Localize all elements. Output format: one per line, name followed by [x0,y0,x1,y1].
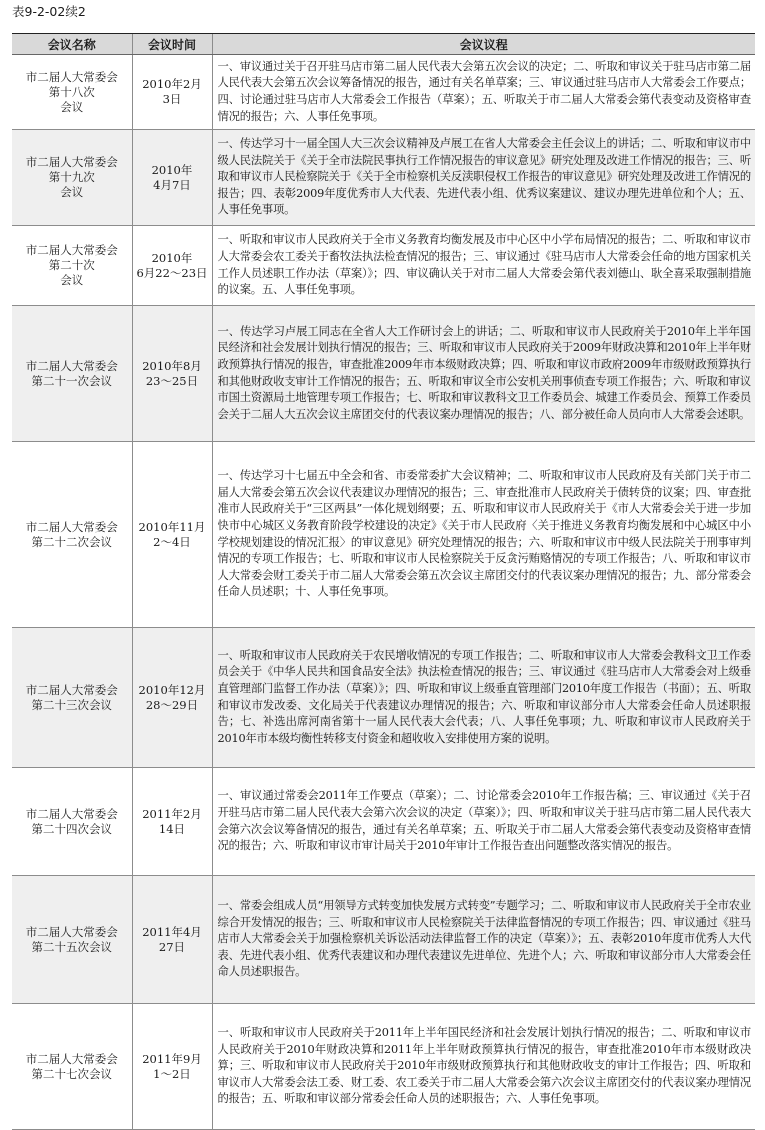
meeting-time-cell: 2010年11月 2～4日 [132,442,212,628]
table-caption: 表9-2-02续2 [12,4,86,19]
table-row [12,768,755,876]
meeting-name-cell: 市二届人大常委会 第二十次 会议 [12,226,132,306]
table-row [12,55,755,130]
meeting-agenda-cell: 一、听取和审议市人民政府关于全市义务教育均衡发展及市中心区中小学布局情况的报告；二、听取和审议市人大常委会农工委关于畜牧法执法检查情况的报告；三、审议通过《驻马店市人大常委会任命的地方国家机关工作人员述职工作办法（草案）》；四、审议确认关于对市二届人大常委会第代表刘德山、耿全喜采取强制措施的议案。五、人事任免事项。 [212,226,755,306]
header-meeting-name: 会议名称 [12,34,132,55]
meeting-name-cell: 市二届人大常委会 第二十四次会议 [12,768,132,876]
table-row [12,306,755,442]
meeting-agenda-cell: 一、常委会组成人员“用领导方式转变加快发展方式转变”专题学习；二、听取和审议市人民政府关于全市农业综合开发情况的报告；三、听取和审议市人民检察院关于法律监督情况的专项工作报告；四、审议通过《驻马店市人大常委会关于加强检察机关诉讼活动法律监督工作的决定（草案）》；五、表彰2010年度市优秀人大代表、先进代表小组、优秀代表建议和办理代表建议先进单位、先进个人；六、听取和审议部分市人大常委会任命人员述职报告。 [212,876,755,1004]
meeting-time-cell: 2010年 4月7日 [132,130,212,226]
header-meeting-agenda: 会议议程 [212,34,755,55]
table-row [12,876,755,1004]
table-row [12,442,755,628]
meeting-time-cell: 2011年4月 27日 [132,876,212,1004]
meeting-name-cell: 市二届人大常委会 第十九次 会议 [12,130,132,226]
meeting-name-cell: 市二届人大常委会 第二十三次会议 [12,628,132,768]
meeting-name-cell: 市二届人大常委会 第二十七次会议 [12,1004,132,1130]
meeting-agenda-cell: 一、传达学习十一届全国人大三次会议精神及卢展工在省人大常委会主任会议上的讲话；二、听取和审议市中级人民法院关于《关于全市法院民事执行工作情况报告的审议意见》研究处理及改进工作情况的报告；三、听取和审议市人民检察院关于《关于全市检察机关反渎职侵权工作报告的审议意见》研究处理及改进工作情况的报告；四、表彰2009年度优秀市人大代表、先进代表小组、优秀议案建议、建议办理先进单位和个人；五、人事任免事项。 [212,130,755,226]
meeting-agenda-cell: 一、听取和审议市人民政府关于农民增收情况的专项工作报告；二、听取和审议市人大常委会教科文卫工作委员会关于《中华人民共和国食品安全法》执法检查情况的报告；三、审议通过《驻马店市人大常委会对上级垂直管理部门监督工作办法（草案）》；四、听取和审议上级垂直管理部门2010年度工作报告（书面）；五、听取和审议市发改委、文化局关于代表建议办理情况的报告；六、听取和审议部分市人大常委会任命人员述职报告；七、补选出席河南省第十一届人民代表大会代表；八、人事任免事项；九、听取和审议市人民政府关于2010年市本级均衡性转移支付资金和超收收入安排使用方案的说明。 [212,628,755,768]
meeting-agenda-cell: 一、审议通过关于召开驻马店市第二届人民代表大会第五次会议的决定；二、听取和审议关于驻马店市第二届人民代表大会第五次会议筹备情况的报告，通过有关名单草案；三、审议通过驻马店市人大常委会工作要点；四、讨论通过驻马店市人大常委会工作报告（草案）；五、听取关于市二届人大常委会第代表变动及资格审查情况的报告；六、人事任免事项。 [212,55,755,130]
table-header-row [12,34,755,55]
meeting-agenda-cell: 一、听取和审议市人民政府关于2011年上半年国民经济和社会发展计划执行情况的报告；二、听取和审议市人民政府关于2010年财政决算和2011年上半年财政预算执行情况的报告，审查批准2010年市本级财政决算；三、听取和审议市人民政府关于2010年市级财政预算执行和其他财政收支的审计工作报告；四、听取和审议市人大常委会法工委、财工委、农工委关于市二届人大常委会第六次会议主席团交付的代表议案办理情况的报告；五、听取和审议部分常委会任命人员的述职报告；六、人事任免事项。 [212,1004,755,1130]
meeting-time-cell: 2010年 6月22～23日 [132,226,212,306]
table-row [12,130,755,226]
table-row [12,1004,755,1130]
meeting-agenda-cell: 一、传达学习十七届五中全会和省、市委常委扩大会议精神；二、听取和审议市人民政府及有关部门关于市二届人大常委会第五次会议代表建议办理情况的报告；三、审查批准市人民政府关于债转贷的议案；四、审查批准市人民政府关于“三区两县”一体化规划纲要；五、听取和审议市人民政府关于《市人大常委会关于进一步加快市中心城区义务教育阶段学校建设的决定》《关于市人民政府〈关于推进义务教育均衡发展和中心城区中小学校规划建设的情况汇报〉的审议意见》研究处理情况的报告；六、听取和审议市中级人民法院关于刑事审判情况的专项工作报告；七、听取和审议市人民检察院关于反贪污贿赂情况的专项工作报告；八、听取和审议市人大常委会财工委关于市二届人大常委会第五次会议主席团交付的代表议案办理情况的报告；九、部分常委会任命人员述职；十、人事任免事项。 [212,442,755,628]
meeting-agenda-cell: 一、审议通过常委会2011年工作要点（草案）；二、讨论常委会2010年工作报告稿；三、审议通过《关于召开驻马店市第二届人民代表大会第六次会议的决定（草案）》；四、听取和审议关于驻马店市第二届人民代表大会第六次会议筹备情况的报告，通过有关名单草案；五、听取关于市二届人大常委会第代表变动及资格审查情况的报告；六、听取和审议市审计局关于2010年审计工作报告查出问题整改落实情况的报告。 [212,768,755,876]
table-row [12,628,755,768]
header-meeting-time: 会议时间 [132,34,212,55]
meeting-time-cell: 2010年8月 23～25日 [132,306,212,442]
meetings-table [12,33,755,1130]
meeting-time-cell: 2011年9月 1～2日 [132,1004,212,1130]
table-row [12,226,755,306]
meeting-name-cell: 市二届人大常委会 第十八次 会议 [12,55,132,130]
meeting-time-cell: 2011年2月 14日 [132,768,212,876]
meeting-time-cell: 2010年2月 3日 [132,55,212,130]
meeting-time-cell: 2010年12月 28～29日 [132,628,212,768]
meeting-name-cell: 市二届人大常委会 第二十一次会议 [12,306,132,442]
meeting-agenda-cell: 一、传达学习卢展工同志在全省人大工作研讨会上的讲话；二、听取和审议市人民政府关于2010年上半年国民经济和社会发展计划执行情况的报告；三、听取和审议市人民政府关于2009年财政决算和2010年上半年财政预算执行情况的报告，审查批准2009年市本级财政决算；四、听取和审议市政府2009年市级财政预算执行和其他财政收支审计工作情况的报告；五、听取和审议全市公安机关刑事侦查专项工作报告；六、听取和审议市国土资源局土地管理专项工作报告；七、听取和审议教科文卫工作委员会、城建工作委员会、预算工作委员会关于二届人大五次会议主席团交付的代表议案办理情况的报告；八、部分被任命人员向市人大常委会述职。 [212,306,755,442]
meeting-name-cell: 市二届人大常委会 第二十二次会议 [12,442,132,628]
meeting-name-cell: 市二届人大常委会 第二十五次会议 [12,876,132,1004]
